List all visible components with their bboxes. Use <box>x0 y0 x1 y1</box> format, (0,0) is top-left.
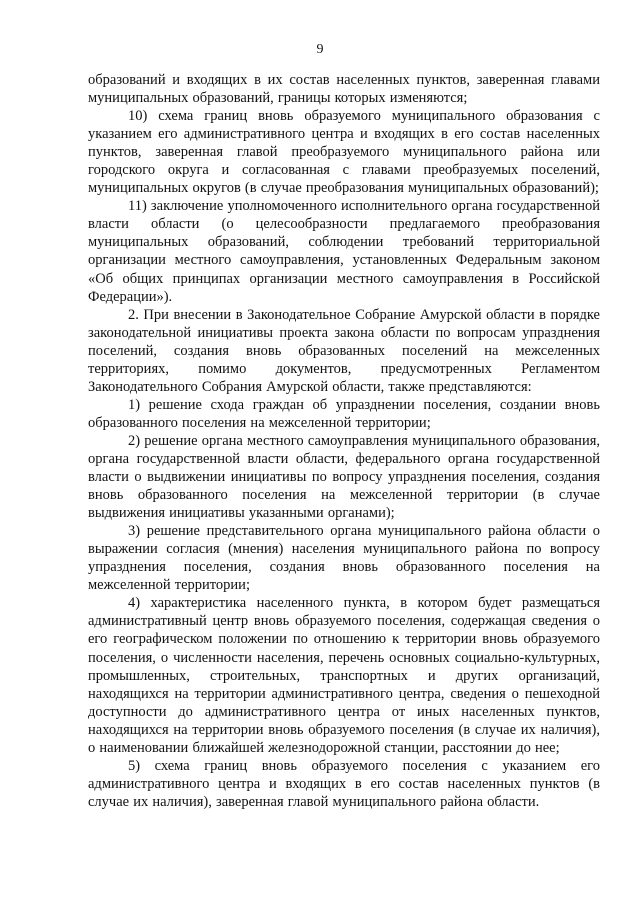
paragraph-item-3: 3) решение представительного органа муниципального района области о выражении согласия (мнения) населения муниципального района по вопросу упразднения поселения, создания вновь образованного поселения на межселенной территории; <box>88 523 600 594</box>
paragraph-section-2: 2. При внесении в Законодательное Собрание Амурской области в порядке законодательной инициативы проекта закона области по вопросам упразднения поселений, создания вновь образованных поселений на межселенных территориях, помимо документов, предусмотренных Регламентом Законодательного Собрания Амурской области, также представляются: <box>88 306 600 395</box>
paragraph-item-11: 11) заключение уполномоченного исполнительного органа государственной власти области (о целесообразности предлагаемого преобразования муниципальных образований, соблюдении требований территориальной организации местного самоуправления, установленных Федеральным законом «Об общих принципах организации местного самоуправления в Российской Федерации»). <box>88 198 600 305</box>
paragraph-item-2: 2) решение органа местного самоуправления муниципального образования, органа государственной власти области, федерального органа государственной власти о выдвижении инициативы по вопросу упразднения поселения, создания вновь образованного поселения на межселенной территории (в случае выдвижения инициативы указанными органами); <box>88 432 600 522</box>
paragraph-item-10: 10) схема границ вновь образуемого муниципального образования с указанием его административного центра и входящих в его состав населенных пунктов, заверенная главой преобразуемого муниципального района или городского округа и согласованная с главами преобразуемых поселений, муниципальных округов (в случае преобразования муниципальных образований); <box>88 108 600 197</box>
paragraph-item-1: 1) решение схода граждан об упразднении поселения, создании вновь образованного поселения на межселенной территории; <box>88 396 600 431</box>
paragraph-continuation: образований и входящих в их состав населенных пунктов, заверенная главами муниципальных образований, границы которых изменяются; <box>88 72 600 107</box>
paragraph-item-5: 5) схема границ вновь образуемого поселения с указанием его административного центра и входящих в его состав населенных пунктов (в случае их наличия), заверенная главой муниципального района области. <box>88 757 600 810</box>
page-number: 9 <box>316 42 324 57</box>
paragraph-item-4: 4) характеристика населенного пункта, в котором будет размещаться административный центр вновь образуемого поселения, содержащая сведения о его географическом положении по отношению к территории вновь образуемого поселения, о численности населения, перечень основных социально-культурных, промышленных, строительных, транспортных и других организаций, находящихся на территории административного центра, сведения о пешеходной доступности до административного центра от иных населенных пунктов, находящихся на территории вновь образуемого поселения (в случае их наличия), о наименовании ближайшей железнодорожной станции, расстоянии до нее; <box>88 595 600 756</box>
document-body <box>88 71 600 811</box>
